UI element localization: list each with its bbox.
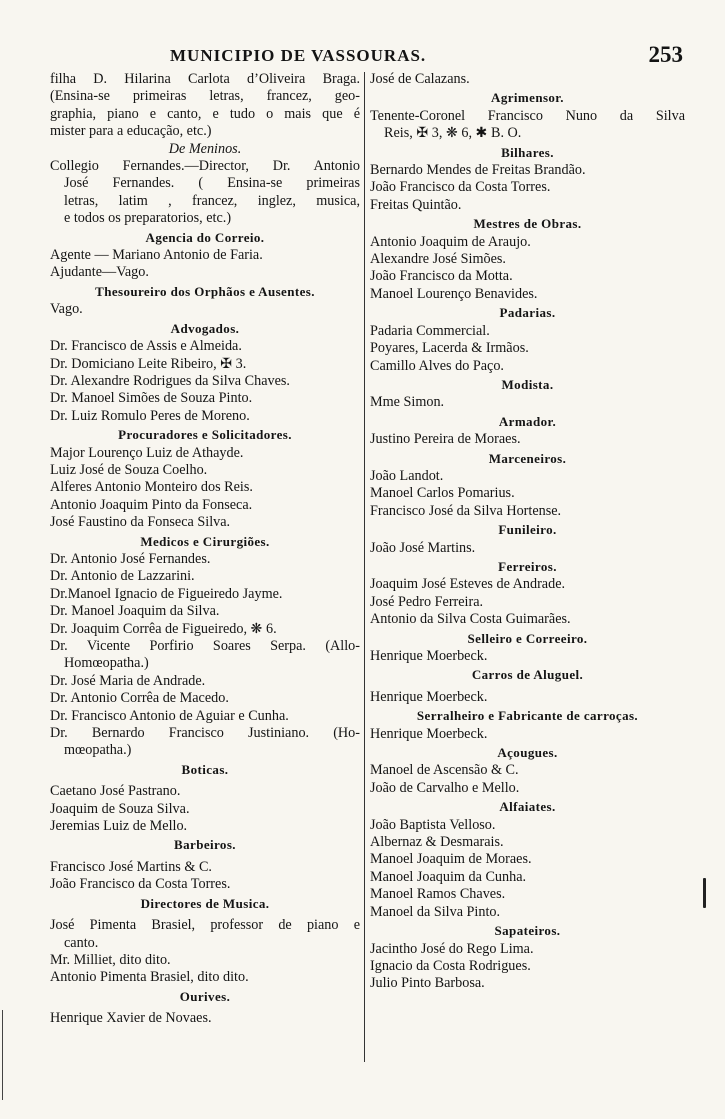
entry-line: Freitas Quintão. <box>370 196 462 213</box>
entry-line: Major Lourenço Luiz de Athayde. <box>50 444 244 461</box>
section-heading: Armador. <box>498 413 557 429</box>
entry-line: Dr. Manoel Joaquim da Silva. <box>50 603 220 620</box>
section-heading: Padarias. <box>499 305 556 321</box>
entry-line: Dr. Vicente Porfirio Soares Serpa. (Allo- <box>50 638 360 654</box>
text-line: mister para a educação, etc.) <box>50 123 212 140</box>
entry-line: João José Martins. <box>370 539 476 556</box>
subsection-title: De Meninos. <box>168 140 242 157</box>
entry-line: Tenente-Coronel Francisco Nuno da Silva <box>370 107 685 124</box>
left-column <box>50 71 360 1028</box>
section-heading: Procuradores e Solicitadores. <box>118 427 292 443</box>
section-heading: Barbeiros. <box>174 837 236 853</box>
column-divider <box>364 72 365 1062</box>
entry-line: Antonio da Silva Costa Guimarães. <box>370 611 571 628</box>
section-heading: Modista. <box>501 376 554 392</box>
section-heading: Ourives. <box>179 988 231 1004</box>
entry-line: Mme Simon. <box>370 394 445 411</box>
section-heading: Sapateiros. <box>494 923 561 939</box>
section-heading: Mestres de Obras. <box>473 216 582 232</box>
entry-line: João Landot. <box>370 467 444 484</box>
entry-line: Dr. Luiz Romulo Peres de Moreno. <box>50 407 250 424</box>
entry-line: mœopatha.) <box>64 742 132 759</box>
entry-line: Dr. Bernardo Francisco Justiniano. (Ho- <box>50 725 360 742</box>
text-line: Collegio Fernandes.—Director, Dr. Antonio <box>50 158 360 175</box>
page-number: 253 <box>648 42 683 67</box>
entry-line: Joaquim José Esteves de Andrade. <box>370 576 566 593</box>
running-title: MUNICIPIO DE VASSOURAS. <box>170 46 427 65</box>
entry-line: Julio Pinto Barbosa. <box>370 975 485 992</box>
text-line: José de Calazans. <box>370 71 470 87</box>
text-line: José Fernandes. ( Ensina-se primeiras <box>64 175 360 192</box>
entry-line: Bernardo Mendes de Freitas Brandão. <box>370 162 586 179</box>
section-heading: Serralheiro e Fabricante de carroças. <box>416 708 639 724</box>
entry-line: Alexandre José Simões. <box>370 251 506 268</box>
entry-line: canto. <box>64 934 99 951</box>
entry-line: João Francisco da Costa Torres. <box>370 179 551 196</box>
section-heading: Marceneiros. <box>488 450 567 466</box>
entry-line: Joaquim de Souza Silva. <box>50 800 190 817</box>
entry-line: Jeremias Luiz de Mello. <box>50 818 188 835</box>
entry-line: João Francisco da Costa Torres. <box>50 876 231 893</box>
section-heading: Açougues. <box>497 745 558 761</box>
entry-line: Dr. José Maria de Andrade. <box>50 672 206 689</box>
entry-line: Dr.Manoel Ignacio de Figueiredo Jayme. <box>50 585 283 602</box>
entry-line: Reis, ✠ 3, ❋ 6, ✱ B. O. <box>384 125 522 142</box>
entry-line: Padaria Commercial. <box>370 322 490 339</box>
entry-line: Dr. Antonio Corrêa de Macedo. <box>50 690 229 707</box>
text-line: letras, latim , francez, inglez, musica, <box>64 192 360 209</box>
section-heading: Ferreiros. <box>498 558 557 574</box>
entry-line: Homœopatha.) <box>64 655 149 672</box>
section-heading: Alfaiates. <box>499 799 556 815</box>
entry-line: Dr. Francisco de Assis e Almeida. <box>50 338 242 355</box>
section-heading: Boticas. <box>181 761 229 777</box>
entry-line: José Pimenta Brasiel, professor de piano e <box>50 917 360 934</box>
entry-line: Alferes Antonio Monteiro dos Reis. <box>50 479 253 496</box>
entry-line: Poyares, Lacerda & Irmãos. <box>370 340 529 357</box>
entry-line: José Faustino da Fonseca Silva. <box>50 514 231 531</box>
entry-line: Antonio Joaquim Pinto da Fonseca. <box>50 496 253 513</box>
entry-line: Manoel Joaquim da Cunha. <box>370 868 527 885</box>
text-line: filha D. Hilarina Carlota d’Oliveira Braga. <box>50 71 360 87</box>
section-heading: Agrimensor. <box>491 90 564 106</box>
entry-line: Ajudante—Vago. <box>50 264 149 281</box>
text-line: e todos os preparatorios, etc.) <box>64 210 232 227</box>
entry-line: Manoel de Ascensão & C. <box>370 762 519 779</box>
entry-line: João Francisco da Motta. <box>370 268 513 285</box>
entry-line: Jacintho José do Rego Lima. <box>370 940 534 957</box>
right-column <box>370 71 685 993</box>
section-heading: Advogados. <box>170 320 240 336</box>
entry-line: Camillo Alves do Paço. <box>370 357 504 374</box>
entry-line: Caetano José Pastrano. <box>50 783 181 800</box>
section-heading: Directores de Musica. <box>140 895 270 911</box>
text-line: (Ensina-se primeiras letras, francez, geo- <box>50 88 360 105</box>
entry-line: Francisco José da Silva Hortense. <box>370 502 562 519</box>
entry-line: Dr. Antonio de Lazzarini. <box>50 568 195 585</box>
entry-line: Dr. Francisco Antonio de Aguiar e Cunha. <box>50 707 289 724</box>
section-heading: Carros de Aluguel. <box>471 667 584 683</box>
section-heading: Selleiro e Correeiro. <box>467 630 588 646</box>
section-heading: Agencia do Correio. <box>145 229 265 245</box>
entry-line: Ignacio da Costa Rodrigues. <box>370 957 531 974</box>
entry-line: Dr. Domiciano Leite Ribeiro, ✠ 3. <box>50 355 247 372</box>
text-line: graphia, piano e canto, e tudo o mais que é <box>50 105 360 122</box>
entry-line: Manoel da Silva Pinto. <box>370 903 501 920</box>
entry-line: Dr. Manoel Simões de Souza Pinto. <box>50 390 253 407</box>
section-heading: Medicos e Cirurgiões. <box>140 533 270 549</box>
entry-line: José Pedro Ferreira. <box>370 593 484 610</box>
entry-line: Henrique Moerbeck. <box>370 688 488 705</box>
entry-line: Henrique Xavier de Novaes. <box>50 1010 212 1027</box>
entry-line: Dr. Joaquim Corrêa de Figueiredo, ❋ 6. <box>50 620 277 637</box>
entry-line: Manoel Joaquim de Moraes. <box>370 851 532 868</box>
entry-line: Francisco José Martins & C. <box>50 858 212 875</box>
entry-line: Justino Pereira de Moraes. <box>370 431 521 448</box>
entry-line: Henrique Moerbeck. <box>370 648 488 664</box>
entry-line: Manoel Ramos Chaves. <box>370 886 506 903</box>
entry-line: Albernaz & Desmarais. <box>370 834 504 851</box>
entry-line: Antonio Pimenta Brasiel, dito dito. <box>50 969 249 986</box>
entry-line: João Baptista Velloso. <box>370 816 496 833</box>
section-heading: Thesoureiro dos Orphãos e Ausentes. <box>95 283 315 299</box>
page-edge <box>2 1010 3 1100</box>
ink-mark <box>703 878 706 908</box>
entry-line: Agente — Mariano Antonio de Faria. <box>50 247 263 264</box>
entry-line: Vago. <box>50 301 83 318</box>
section-heading: Bilhares. <box>501 144 554 160</box>
page-header <box>0 40 725 70</box>
entry-line: Mr. Milliet, dito dito. <box>50 951 171 968</box>
entry-line: Luiz José de Souza Coelho. <box>50 461 208 478</box>
entry-line: Dr. Antonio José Fernandes. <box>50 550 211 567</box>
entry-line: Henrique Moerbeck. <box>370 725 488 742</box>
entry-line: João de Carvalho e Mello. <box>370 779 520 796</box>
entry-line: Manoel Lourenço Benavides. <box>370 285 538 302</box>
entry-line: Dr. Alexandre Rodrigues da Silva Chaves. <box>50 372 290 389</box>
section-heading: Funileiro. <box>498 522 557 538</box>
entry-line: Antonio Joaquim de Araujo. <box>370 233 531 250</box>
entry-line: Manoel Carlos Pomarius. <box>370 485 515 502</box>
